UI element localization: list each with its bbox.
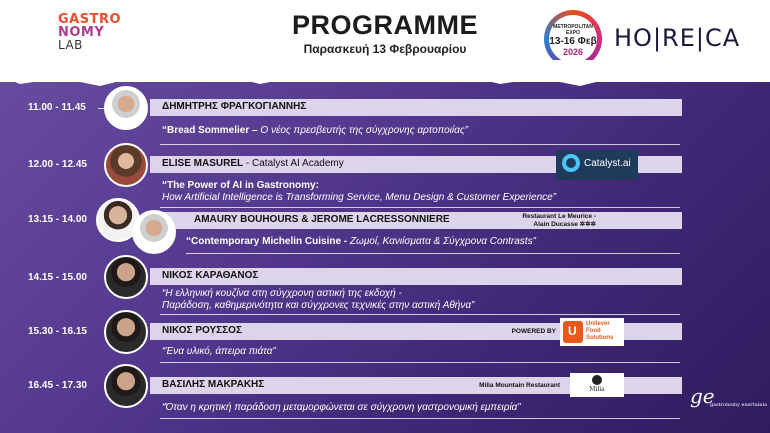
talk-title: “Όταν η κρητική παράδοση μεταμορφώνεται σε σύγχρονη γαστρονομική εμπειρία” [162, 402, 521, 413]
unilever-food-solutions-logo: U Unilever Food Solutions [560, 318, 624, 346]
divider [160, 144, 680, 145]
divider [160, 207, 680, 208]
session-time: 15.30 - 16.15 [28, 326, 87, 337]
page-subtitle: Παρασκευή 13 Φεβρουαρίου [303, 42, 467, 56]
speaker-photo [132, 210, 176, 254]
speaker-name: ΝΙΚΟΣ ΚΑΡΑΘΑΝΟΣ [162, 270, 259, 281]
gastronomy-exertainia-logo: ge gastronomy exertainia [690, 384, 768, 408]
divider [160, 362, 680, 363]
talk-title: “Contemporary Michelin Cuisine - Ζωμοί, Κανιίσματα & Σύγχρονα Contrasts” [186, 236, 536, 247]
session-time: 12.00 - 12.45 [28, 159, 87, 170]
talk-title: “Ένα υλικό, άπειρα πιάτα” [162, 346, 276, 357]
speaker-photo [104, 310, 148, 354]
speaker-name: AMAURY BOUHOURS & JEROME LACRESSONNIERE [194, 214, 450, 225]
speaker-name: ΔΗΜΗΤΡΗΣ ΦΡΑΓΚΟΓΙΑΝΝΗΣ [162, 101, 307, 112]
horeca-logo: HO|RE|CA [614, 24, 741, 52]
speaker-photo [104, 364, 148, 408]
speaker-photo [104, 255, 148, 299]
divider [160, 314, 680, 315]
speaker-bar [150, 212, 682, 229]
session-time: 11.00 - 11.45 [28, 102, 86, 113]
divider [160, 418, 680, 419]
speaker-photo [104, 86, 148, 130]
talk-title: “The Power of AI in Gastronomy: How Artificial Intelligence is Transforming Service, Menu Design & Customer Experience” [162, 180, 557, 203]
talk-title: “Η ελληνική κουζίνα στη σύγχρονη αστική της εκδοχή - Παράδοση, καθημερινότητα και σύγχρονες τεχνικές στην αστική Αθήνα” [162, 288, 475, 311]
speaker-photo [104, 143, 148, 187]
metropolitan-expo-logo: METROPOLITAN EXPO 13-16 Φεβ 2026 [540, 10, 606, 70]
page-title: PROGRAMME [292, 10, 478, 40]
powered-by-label: POWERED BY [511, 328, 556, 335]
speaker-bar [150, 99, 682, 116]
session-time: 13.15 - 14.00 [28, 214, 87, 225]
milia-logo: Milia [570, 373, 624, 397]
restaurant-label: Restaurant Le Meurice - Alain Ducasse ✲✲✲ [522, 213, 596, 228]
session-time: 14.15 - 15.00 [28, 272, 87, 283]
catalyst-ai-logo: Catalyst.ai [556, 150, 638, 180]
speaker-bar [150, 268, 682, 285]
gastronomy-lab-logo: GASTRO NOMY LAB [58, 12, 122, 52]
session-time: 16.45 - 17.30 [28, 380, 87, 391]
speaker-name: ELISE MASUREL - Catalyst AI Academy [162, 158, 344, 169]
speaker-name: ΒΑΣΙΛΗΣ ΜΑΚΡΑΚΗΣ [162, 379, 265, 390]
restaurant-label: Milia Mountain Restaurant [479, 382, 560, 389]
speaker-name: ΝΙΚΟΣ ΡΟΥΣΣΟΣ [162, 325, 242, 336]
divider [186, 253, 680, 254]
talk-title: “Bread Sommelier – Ο νέος πρεσβευτής της σύγχρονης αρτοποιίας” [162, 125, 469, 136]
